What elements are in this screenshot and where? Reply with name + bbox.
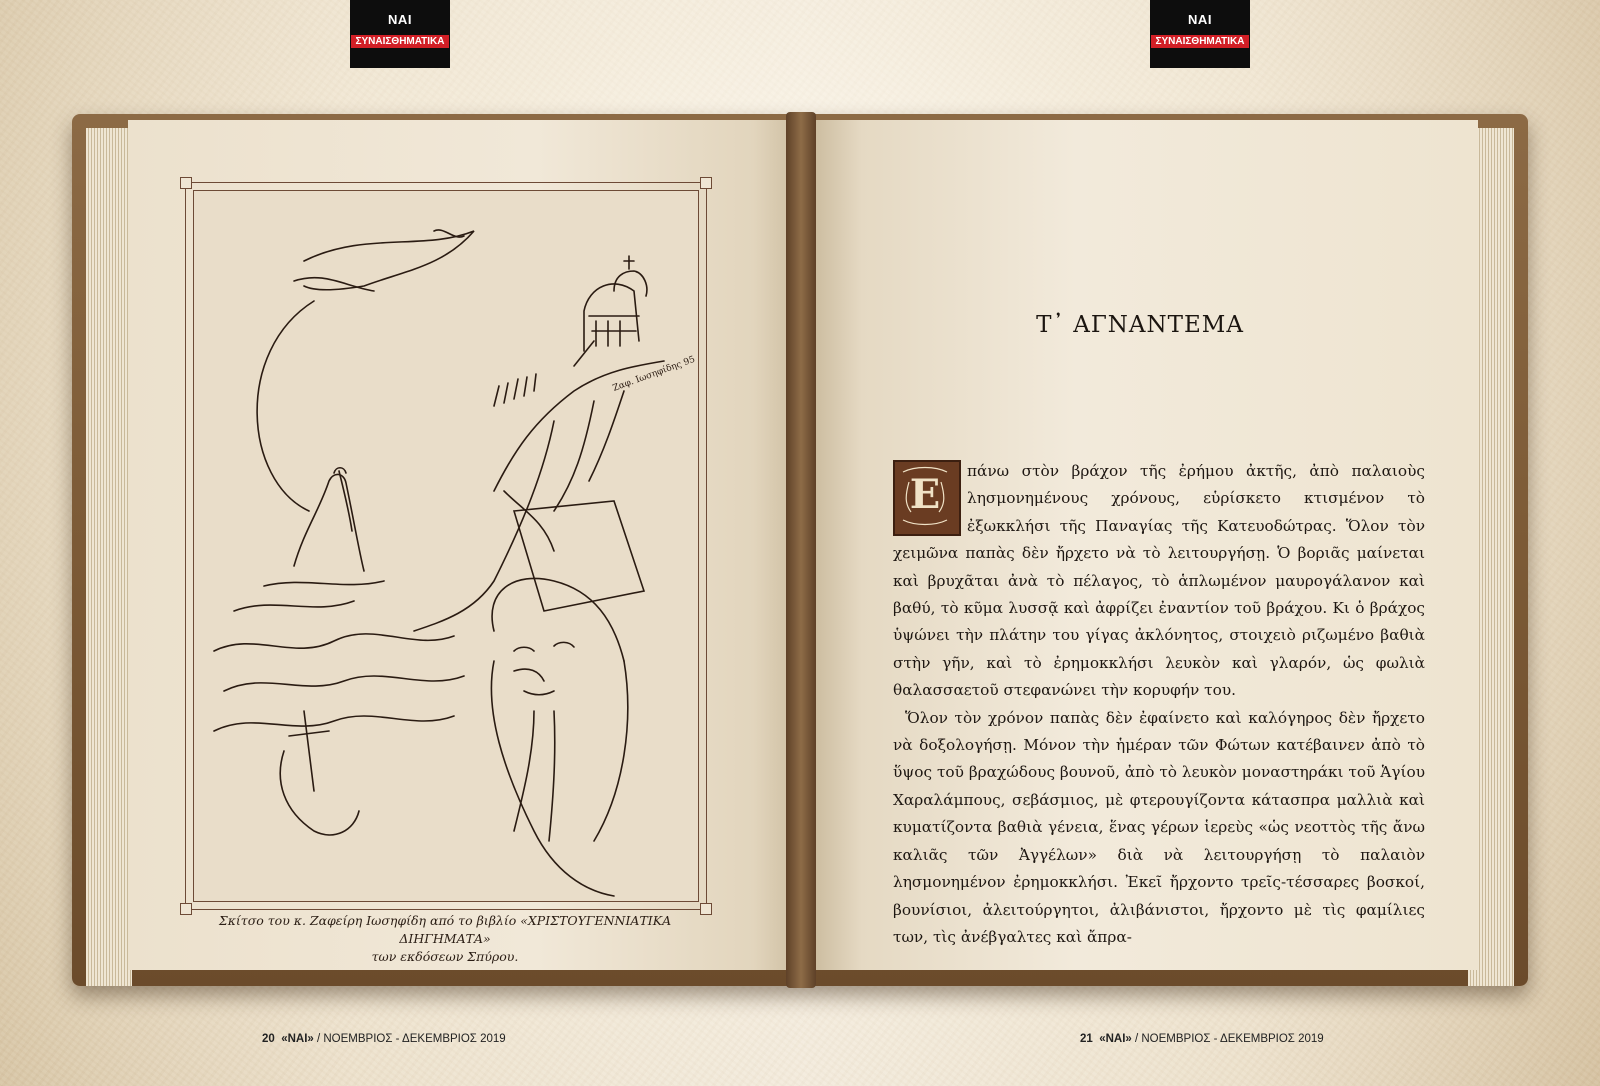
issue-date: / ΝΟΕΜΒΡΙΟΣ - ΔΕΚΕΜΒΡΙΟΣ 2019 [1131, 1033, 1324, 1045]
frame-corner-ornament [700, 177, 712, 189]
story-paragraph: Ὅλον τὸν χρόνον παπὰς δὲν ἐφαίνετο καὶ καλόγηρος δὲν ἤρχετο νὰ δοξολογήσῃ. Μόνον τὴν ἡμέραν τῶν Φώτων κατέβαινεν ἀπὸ τὸ ὕψος τοῦ βραχώδους βουνοῦ, ἀπὸ τὸ λευκὸν μοναστηράκι τοῦ Ἁγίου Χαραλάμπους, σεβάσμιος, μὲ φτερουγίζοντα κάτασπρα μαλλιὰ καὶ κυματίζοντα βαθιὰ γένεια, ἕνας γέρων ἱερεὺς «ὡς νεοττὸς τῆς ἄνω καλιᾶς τῶν Ἀγγέλων» διὰ νὰ λειτουργήσῃ τὸ παλαιὸν λησμονημένον ἐρημοκκλήσι. Ἐκεῖ ἤρχοντο τρεῖς-τέσσαρες βοσκοί, βουνίσιοι, ἀλειτούργητοι, ἀλιβάνιστοι, ἤρχοντο μὲ τὶς φαμίλιες των, τὶς ἀνέβγαλτες καὶ ἄπρα- [893, 708, 1425, 946]
story-body [893, 458, 1425, 951]
illustration-caption [180, 912, 710, 966]
story-paragraph: πάνω στὸν βράχον τῆς ἐρήμου ἀκτῆς, ἀπὸ παλαιοὺς λησμονημένους χρόνους, εὑρίσκετο κτισμένον τὸ ἐξωκκλήσι τῆς Παναγίας τῆς Κατευοδώτρας. Ὅλον τὸν χειμῶνα παπὰς δὲν ἤρχετο νὰ τὸ λειτουργήσῃ. Ὁ βοριᾶς μαίνεται καὶ βρυχᾶται ἀνὰ τὸ πέλαγος, τὸ ἁπλωμένον μαυρογάλανον καὶ βαθύ, τὸ κῦμα λυσσᾷ καὶ ἀφρίζει ἐναντίον τοῦ βράχου. Κι ὁ βράχος ὑψώνει τὴν πλάτην του γίγας ἀκλόνητος, στοιχειὸ ριζωμένο βαθιὰ στὴν γῆν, καὶ τὸ ἐρημοκκλήσι λευκὸν καὶ γλαρόν, ὡς φωλιὰ θαλασσαετοῦ στεφανώνει τὴν κορυφήν του. [893, 462, 1425, 700]
section-tag-title: ΝΑΙ [1188, 12, 1212, 27]
sketch-drawing [194, 191, 698, 901]
page-number: 21 [1080, 1033, 1093, 1045]
page-edges-left [86, 128, 132, 986]
page-footer-right [1080, 1033, 1324, 1045]
magazine-name: «ΝΑΙ» [1099, 1033, 1132, 1045]
caption-line: Σκίτσο του κ. Ζαφείρη Ιωσηφίδη από το βιβλίο «ΧΡΙΣΤΟΥΓΕΝΝΙΑΤΙΚΑ ΔΙΗΓΗΜΑΤΑ» [218, 913, 672, 946]
page-number: 20 [262, 1033, 275, 1045]
section-tag-left [350, 0, 450, 68]
issue-date: / ΝΟΕΜΒΡΙΟΣ - ΔΕΚΕΜΒΡΙΟΣ 2019 [313, 1033, 506, 1045]
dropcap-ornament [893, 460, 961, 536]
magazine-name: «ΝΑΙ» [281, 1033, 314, 1045]
sketch-illustration [193, 190, 699, 902]
section-tag-subtitle: ΣΥΝΑΙΣΘΗΜΑΤΙΚΑ [1151, 35, 1249, 48]
section-tag-subtitle: ΣΥΝΑΙΣΘΗΜΑΤΙΚΑ [351, 35, 449, 48]
caption-line: των εκδόσεων Σπύρου. [371, 949, 519, 964]
section-tag-right [1150, 0, 1250, 68]
section-tag-title: ΝΑΙ [388, 12, 412, 27]
sketch-signature: Ζαφ. Ιωσηφίδης 95 [611, 354, 697, 394]
frame-corner-ornament [180, 177, 192, 189]
dropcap-letter: Ε [909, 471, 941, 518]
book-spine [786, 112, 816, 988]
page-footer-left [262, 1033, 506, 1045]
story-title: Τ᾽ ΑΓΝΑΝΤΕΜΑ [1036, 312, 1244, 338]
